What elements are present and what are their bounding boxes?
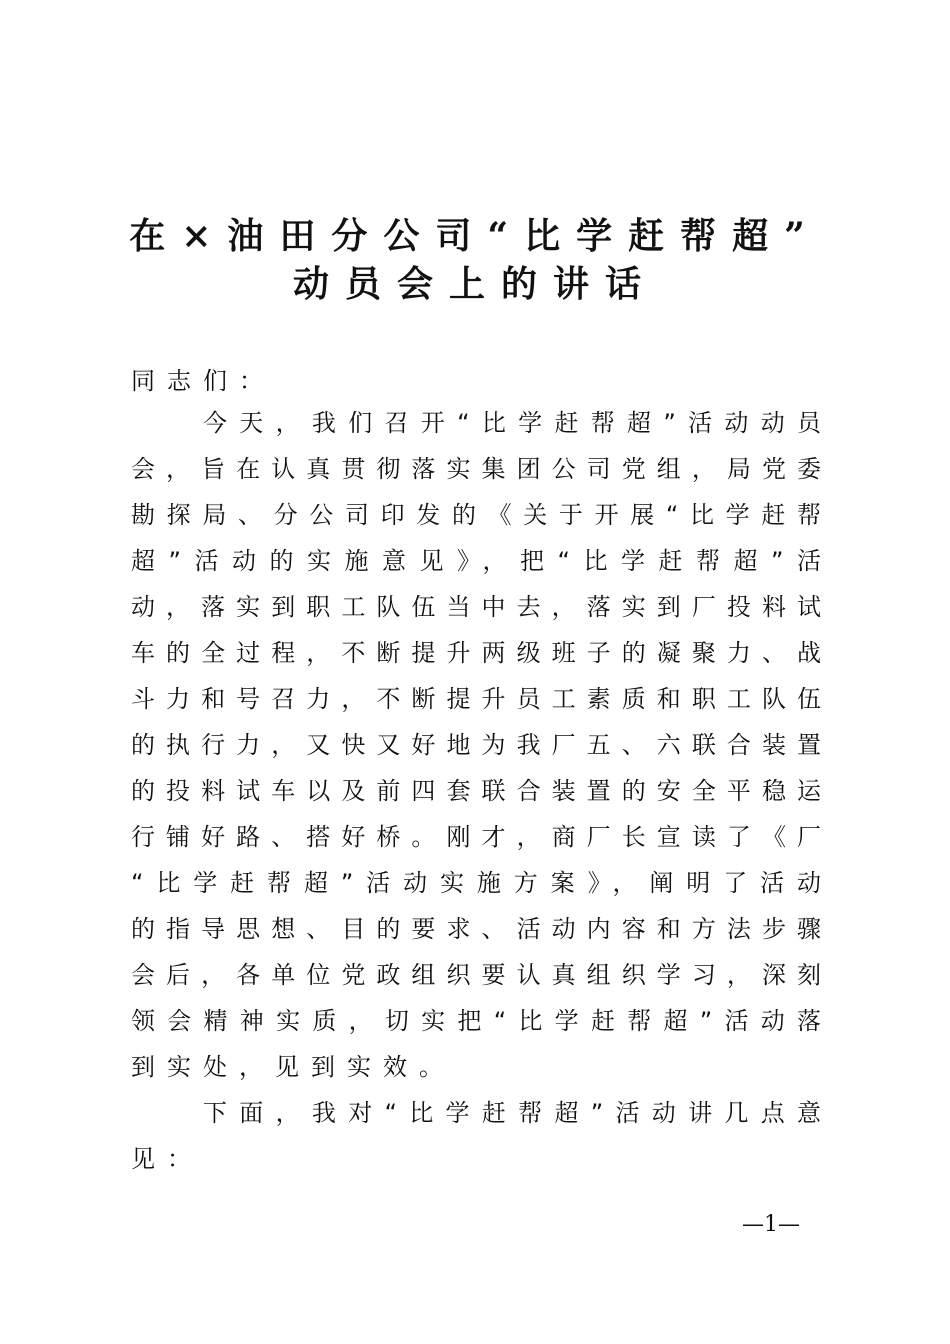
body-line: 领会精神实质，切实把“比学赶帮超”活动落 [131,1007,821,1035]
document-title-line-1: 在×油田分公司“比学赶帮超” [129,215,821,257]
salutation: 同志们： [131,367,275,395]
body-line: 车的全过程，不断提升两级班子的凝聚力、战 [131,639,821,667]
page-number: —1— [742,1212,800,1237]
body-line: 勘探局、分公司印发的《关于开展“比学赶帮 [131,501,821,529]
body-line: 行铺好路、搭好桥。刚才，商厂长宣读了《厂 [131,823,821,851]
body-line: 的执行力，又快又好地为我厂五、六联合装置 [131,731,821,759]
body-line: 会后，各单位党政组织要认真组织学习，深刻 [131,961,821,989]
document-title-line-2: 动员会上的讲话 [292,263,657,305]
body-line: “比学赶帮超”活动实施方案》，阐明了活动 [131,869,821,897]
body-line: 今天，我们召开“比学赶帮超”活动动员 [203,409,821,437]
body-line: 会，旨在认真贯彻落实集团公司党组，局党委 [131,455,821,483]
body-line: 的投料试车以及前四套联合装置的安全平稳运 [131,777,821,805]
body-line: 见： [131,1145,203,1173]
body-line: 超”活动的实施意见》，把“比学赶帮超”活 [131,547,821,575]
body-line: 动，落实到职工队伍当中去，落实到厂投料试 [131,593,821,621]
body-line: 下面，我对“比学赶帮超”活动讲几点意 [203,1099,821,1127]
body-line: 斗力和号召力，不断提升员工素质和职工队伍 [131,685,821,713]
body-line: 的指导思想、目的要求、活动内容和方法步骤 [131,915,821,943]
body-line: 到实处，见到实效。 [131,1053,455,1081]
